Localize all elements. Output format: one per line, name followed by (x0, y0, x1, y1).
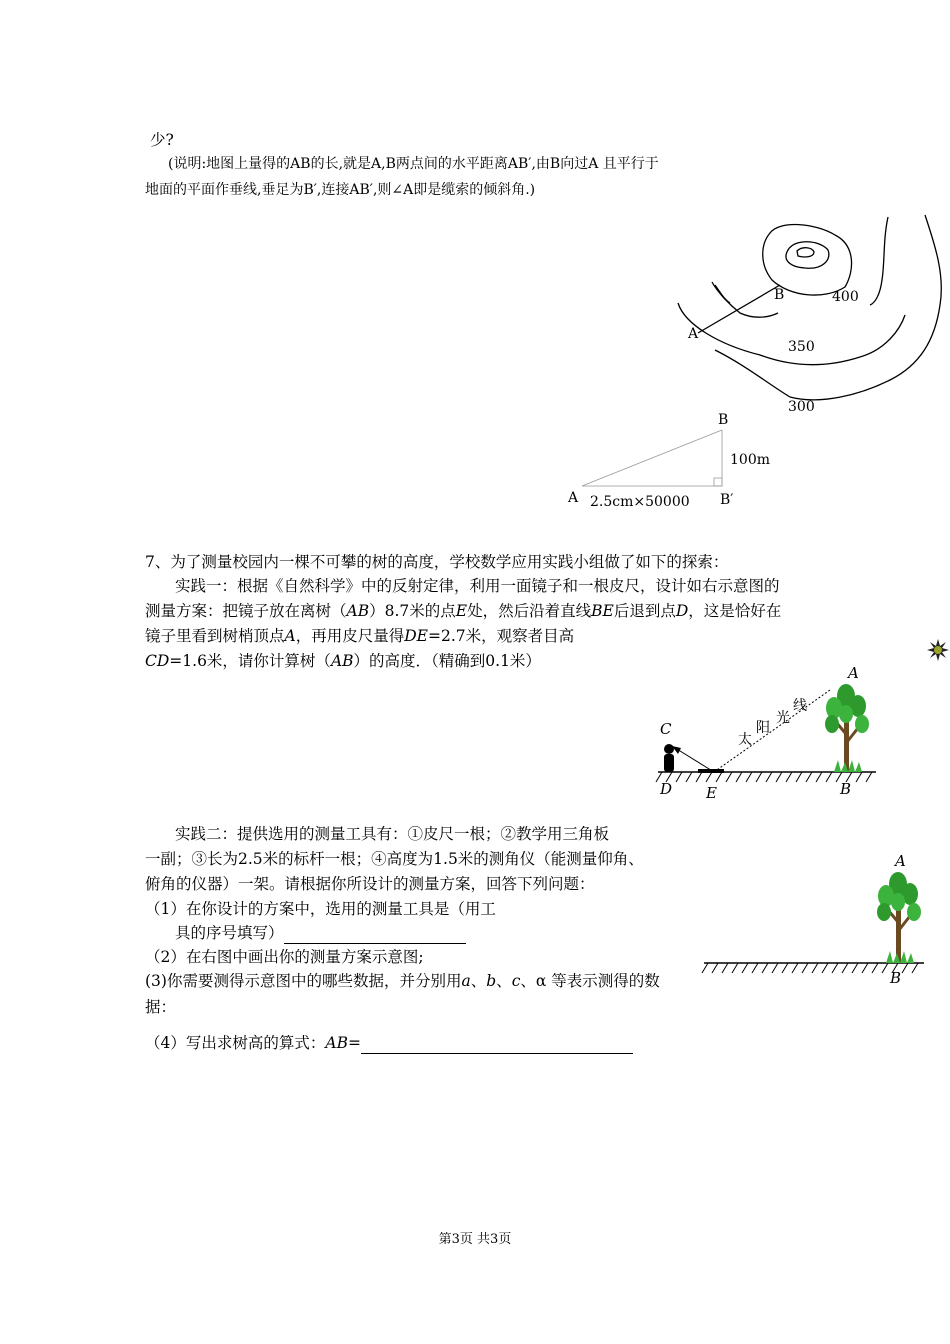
q7-practice1-line3: 镜子里看到树梢顶点A，再用皮尺量得DE=2.7米，观察者目高 (145, 627, 575, 645)
p2-q3-line-1: (3)你需要测得示意图中的哪些数据，并分别用a、b、c、α 等表示测得的数 (145, 972, 660, 990)
tree-icon (825, 684, 869, 772)
note-line-1: (说明:地图上量得的AB的长,就是A,B两点间的水平距离AB′,由B向过A 且平行于 (168, 156, 659, 172)
page-footer: 第3页 共3页 (438, 1232, 512, 1247)
q7-practice1-line2: 测量方案：把镜子放在离树（AB）8.7米的点E处，然后沿着直线BE后退到点D，这是恰好在 (145, 602, 782, 620)
p2-line-1: 实践二：提供选用的测量工具有：①皮尺一根；②教学用三角板 (175, 825, 610, 843)
sun-ray-char-4: 线 (793, 698, 807, 714)
p2-q3-line-2: 据： (145, 998, 177, 1016)
ridge-top (715, 285, 730, 303)
p2-q2: （2）在右图中画出你的测量方案示意图; (145, 948, 424, 966)
ridge-left (712, 282, 778, 317)
mirror-label-a: A (848, 664, 859, 682)
sun-ray-char-3: 光 (776, 710, 790, 726)
mirror-label-e: E (706, 784, 717, 802)
p2-line-2: 一副；③长为2.5米的标杆一根；④高度为1.5米的测角仪（能测量仰角、 (145, 850, 644, 868)
contour-300 (715, 215, 941, 400)
tri-label-b: B (718, 412, 729, 428)
sun-icon (926, 638, 950, 662)
contour-350 (678, 303, 905, 365)
sun-ray-char-2: 阳 (756, 720, 770, 736)
contour-map-figure (660, 205, 950, 420)
tree2-label-b: B (890, 969, 902, 987)
contour-label-350: 350 (788, 339, 815, 355)
contour-400 (763, 225, 852, 296)
sun-ray-char-1: 太 (738, 732, 752, 748)
contour-label-300: 300 (788, 399, 815, 415)
tri-base-label: 2.5cm×50000 (590, 494, 690, 510)
map-label-b: B (774, 287, 785, 303)
q7-practice1-line1: 实践一：根据《自然科学》中的反射定律，利用一面镜子和一根皮尺，设计如右示意图的 (175, 577, 780, 595)
tri-label-b-prime: B′ (720, 492, 734, 508)
q7-title: 7、为了测量校园内一棵不可攀的树的高度，学校数学应用实践小组做了如下的探索： (145, 553, 729, 571)
contour-label-400: 400 (832, 289, 859, 305)
ridge-right (870, 217, 888, 305)
q7-practice1-line4: CD=1.6米，请你计算树（AB）的高度．（精确到0.1米） (145, 652, 541, 670)
note-line-2: 地面的平面作垂线,垂足为B′,连接AB′,则∠A即是缆索的倾斜角.) (145, 182, 536, 198)
p2-q1-line-2: 具的序号填写） (175, 922, 466, 944)
right-triangle-figure (560, 408, 780, 513)
mirror-label-c: C (660, 720, 672, 738)
tree-figure-2 (700, 850, 930, 990)
summit (797, 248, 814, 257)
intro-line: 少? (150, 131, 174, 149)
tri-label-a: A (568, 490, 579, 506)
contour-inner (786, 242, 829, 269)
tree2-label-a: A (895, 852, 906, 870)
mirror-figure (650, 662, 880, 802)
observer-icon (664, 744, 674, 772)
tree-icon (877, 872, 921, 963)
p2-q1-line-1: （1）在你设计的方案中，选用的测量工具是（用工 (145, 900, 496, 918)
tri-height-label: 100m (730, 452, 770, 468)
map-label-a: A (688, 326, 699, 342)
formula-answer-blank[interactable] (361, 1037, 633, 1054)
cable-ab (698, 285, 780, 333)
tools-answer-blank[interactable] (284, 927, 466, 944)
p2-q4: （4）写出求树高的算式：AB= (145, 1032, 633, 1054)
mirror-label-b: B (840, 780, 852, 798)
mirror-label-d: D (660, 780, 673, 798)
p2-line-3: 俯角的仪器）一架。请根据你所设计的测量方案，回答下列问题： (145, 875, 595, 893)
